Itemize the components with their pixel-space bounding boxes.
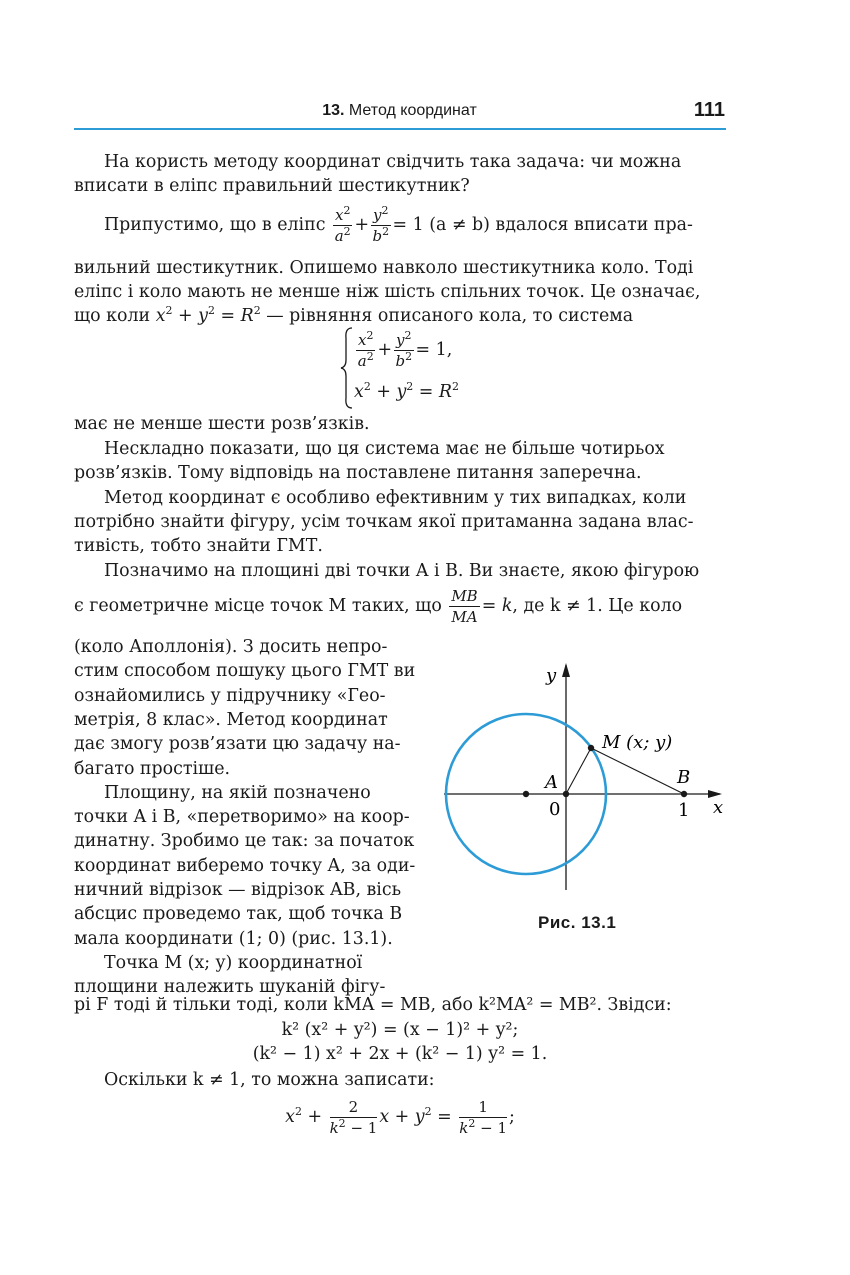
- page-number: 111: [693, 99, 725, 121]
- equation-line: k² (x² + y²) = (x − 1)² + y²;: [281, 1020, 519, 1040]
- header-rule: [74, 128, 726, 130]
- circle-center-point: [523, 791, 529, 797]
- left-column-line: динатну. Зробимо це так: за початок: [74, 831, 415, 852]
- text-line: рі F тоді й тільки тоді, коли kMA = MB, або k²MA² = MB². Звідси:: [74, 995, 672, 1015]
- figure-13-1: [430, 655, 730, 900]
- text-line: потрібно знайти фігуру, усім точкам якої притаманна задана влас-: [74, 512, 694, 532]
- left-column-line: координат виберемо точку A, за оди-: [74, 855, 416, 876]
- text-line: Метод координат є особливо ефективним у тих випадках, коли: [104, 488, 687, 508]
- point-m: [588, 745, 594, 751]
- segment-ma: [566, 748, 591, 794]
- text-line: має не менше шести розв’язків.: [74, 414, 370, 434]
- left-column-line: стим способом пошуку цього ГМТ ви: [74, 661, 416, 682]
- fraction-y2-b2: $\frac{y^2}{b^2}$: [372, 204, 390, 245]
- text-fragment: — рівняння описаного кола, то система: [266, 306, 634, 326]
- text-line: тивість, тобто знайти ГМТ.: [74, 536, 323, 556]
- section-title: Метод координат: [348, 102, 477, 119]
- left-column-line: ничний відрізок — відрізок AB, вісь: [74, 880, 402, 900]
- text-line: розв’язків. Тому відповідь на поставлене питання заперечна.: [74, 463, 642, 483]
- text-line: Нескладно показати, що ця система має не більше чотирьох: [104, 439, 665, 459]
- left-column-line: багато простіше.: [74, 758, 231, 779]
- text-fragment: Припустимо, що в еліпс: [104, 215, 326, 235]
- text-line: еліпс і коло мають не менше ніж шість спільних точок. Це означає,: [74, 282, 701, 302]
- brace-icon: [340, 326, 354, 410]
- point-a: [563, 791, 569, 797]
- label-b: B: [677, 767, 691, 788]
- final-equation: $x^2$ + $\frac{2}{k^2 - 1}$ $x + y^2$ = $\frac{1}{k^2 - 1}$ ;: [285, 1098, 515, 1137]
- label-y: y: [546, 665, 557, 686]
- fraction-mb-ma: $\frac{MB}{MA}$: [451, 587, 478, 626]
- label-x: x: [713, 797, 724, 818]
- y-axis-arrow-icon: [562, 663, 570, 677]
- point-b: [681, 791, 687, 797]
- left-column-line: мала координати (1; 0) (рис. 13.1).: [74, 928, 393, 949]
- section-number: 13.: [322, 102, 345, 119]
- text-line: вписати в еліпс правильний шестикутник?: [74, 176, 470, 196]
- equation-system: $\frac{x^2}{a^2}$ + $\frac{y^2}{b^2}$ = 1, $x^2 + y^2 = R^2$: [340, 326, 540, 410]
- text-line-ratio: є геометричне місце точок M таких, що $\frac{MB}{MA}$ = k, де k ≠ 1. Це коло: [74, 587, 683, 626]
- fraction-x2-a2: $\frac{x^2}{a^2}$: [334, 204, 351, 245]
- label-m: M (x; y): [602, 732, 673, 753]
- text-fragment: (a ≠ b) вдалося вписати пра-: [429, 215, 693, 235]
- left-column-line: ознайомились у підручнику «Гео-: [74, 685, 386, 706]
- running-header: [74, 102, 725, 120]
- left-column-line: абсцис проведемо так, щоб точка B: [74, 904, 403, 925]
- label-one: 1: [678, 800, 690, 821]
- left-column-line: метрія, 8 клас». Метод координат: [74, 709, 388, 730]
- text-line: Позначимо на площині дві точки A і B. Ви знаєте, якою фігурою: [104, 561, 700, 581]
- left-column-line: Точка M (x; y) координатної: [104, 952, 363, 973]
- text-line-ellipse: Припустимо, що в еліпс $\frac{x^2}{a^2}$ + $\frac{y^2}{b^2}$ = 1 (a ≠ b) вдалося вписати пра-: [104, 204, 693, 245]
- label-zero: 0: [549, 799, 561, 820]
- text-line: Оскільки k ≠ 1, то можна записати:: [104, 1070, 435, 1090]
- text-line-circle-eq: що коли $x^2 + y^2 = R^2$ — рівняння описаного кола, то система: [74, 304, 634, 326]
- left-column-line: площини належить шуканій фігу-: [74, 977, 386, 998]
- label-a: A: [545, 772, 558, 793]
- text-line: На користь методу координат свідчить така задача: чи можна: [104, 152, 682, 172]
- left-column-line: Площину, на якій позначено: [104, 782, 371, 803]
- left-column-line: дає змогу розв’язати цю задачу на-: [74, 734, 401, 755]
- text-fragment: є геометричне місце точок M таких, що: [74, 596, 442, 616]
- left-column-line: точки A і B, «перетворимо» на коор-: [74, 807, 410, 828]
- equation-line: (k² − 1) x² + 2x + (k² − 1) y² = 1.: [252, 1044, 548, 1064]
- figure-caption: Рис. 13.1: [538, 913, 617, 932]
- text-fragment: що коли: [74, 306, 151, 326]
- text-line: вильний шестикутник. Опишемо навколо шестикутника коло. Тоді: [74, 258, 694, 278]
- text-fragment: де k ≠ 1. Це коло: [523, 596, 683, 616]
- left-column-line: (коло Аполлонія). З досить непро-: [74, 637, 388, 657]
